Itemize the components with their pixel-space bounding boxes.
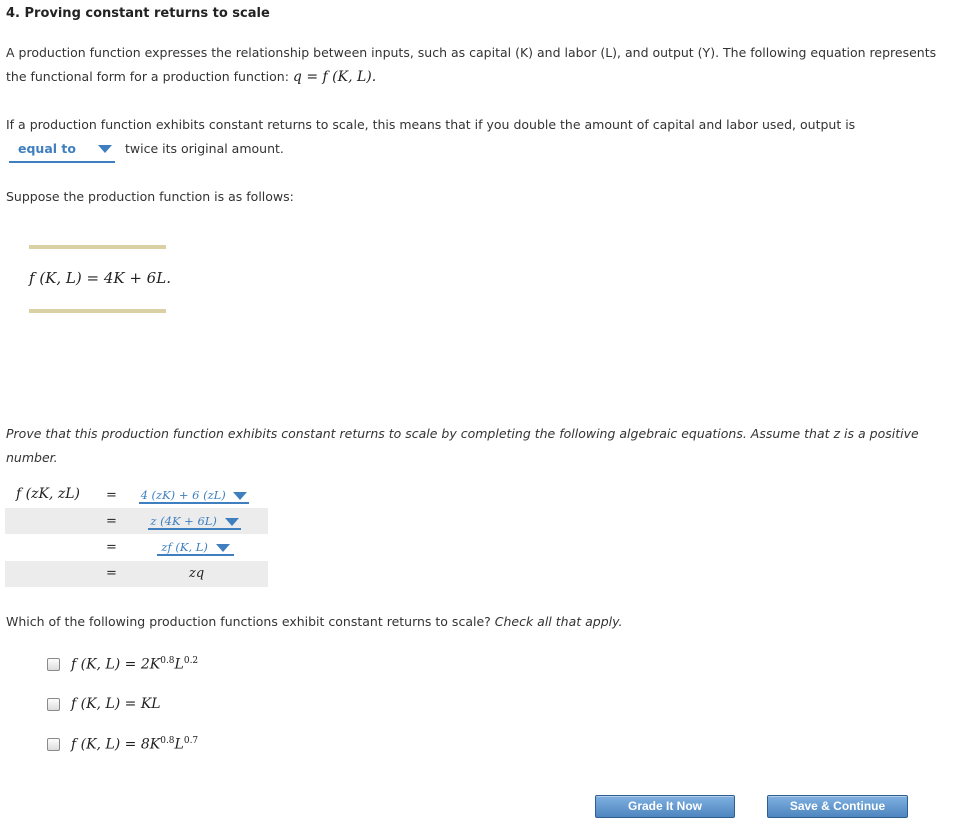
intro-line-1: A production function expresses the relationship between inputs, such as capital (K) and labor (L), and output (Y). The following equation represents — [6, 45, 937, 60]
option-checkbox-2[interactable] — [47, 698, 60, 711]
prove-line-2: number. — [6, 450, 58, 465]
chevron-down-icon — [216, 544, 230, 552]
option-1-exp1: 0.8 — [160, 656, 175, 666]
option-3-mid: L — [174, 736, 184, 753]
rule-top — [29, 245, 166, 249]
crs-question-after: twice its original amount. — [124, 141, 284, 156]
equation-dropdown-3-value: zf (K, L) — [161, 540, 208, 554]
crs-dropdown-value: equal to — [18, 141, 76, 156]
equation-dropdown-3[interactable] — [157, 540, 234, 556]
production-function-notation: q = f (K, L). — [292, 69, 377, 85]
option-3-base: f (K, L) = 8K — [71, 736, 161, 753]
option-label-3 — [71, 736, 198, 753]
equals-sign-1: = — [106, 488, 117, 503]
function-display: f (K, L) = 4K + 6L. — [29, 269, 171, 287]
option-label-1 — [71, 656, 198, 673]
crs-question-text: If a production function exhibits constant returns to scale, this means that if you double the amount of capital and labor used, output is — [6, 117, 856, 132]
equation-row-shade-2 — [5, 561, 268, 587]
equation-dropdown-1-value: 4 (zK) + 6 (zL) — [140, 488, 226, 502]
option-1-exp2: 0.2 — [183, 656, 199, 666]
suppose-text: Suppose the production function is as follows: — [6, 189, 294, 204]
equation-dropdown-2-value: z (4K + 6L) — [150, 514, 217, 528]
chevron-down-icon — [225, 518, 239, 526]
chevron-down-icon — [233, 492, 247, 500]
option-1-base: f (K, L) = 2K — [71, 656, 161, 673]
crs-question-line-2 — [9, 137, 929, 163]
equation-lhs: f (zK, zL) — [16, 486, 80, 502]
which-question — [6, 610, 926, 634]
which-question-instruction: Check all that apply. — [494, 614, 623, 629]
equals-sign-4: = — [106, 566, 117, 581]
equation-result: zq — [189, 566, 205, 581]
rule-bottom — [29, 309, 166, 313]
save-and-continue-button[interactable]: Save & Continue — [767, 795, 908, 818]
question-title: 4. Proving constant returns to scale — [6, 6, 270, 21]
grade-it-now-button[interactable]: Grade It Now — [595, 795, 735, 818]
option-3-exp1: 0.8 — [160, 736, 175, 746]
crs-dropdown[interactable] — [9, 137, 115, 163]
option-3-exp2: 0.7 — [183, 736, 199, 746]
equation-dropdown-2[interactable] — [148, 514, 241, 530]
option-label-2: f (K, L) = KL — [71, 696, 161, 712]
which-question-text: Which of the following production functions exhibit constant returns to scale? — [6, 614, 495, 629]
equals-sign-3: = — [106, 540, 117, 555]
chevron-down-icon — [98, 145, 112, 153]
option-1-mid: L — [174, 656, 184, 673]
equals-sign-2: = — [106, 514, 117, 529]
intro-line-2 — [6, 65, 926, 89]
option-checkbox-3[interactable] — [47, 738, 60, 751]
intro-line-2-text: the functional form for a production function: — [6, 69, 293, 84]
prove-line-1: Prove that this production function exhibits constant returns to scale by completing the following algebraic equations. Assume that z is a positive — [6, 426, 919, 441]
equation-dropdown-1[interactable] — [139, 488, 249, 504]
option-checkbox-1[interactable] — [47, 658, 60, 671]
